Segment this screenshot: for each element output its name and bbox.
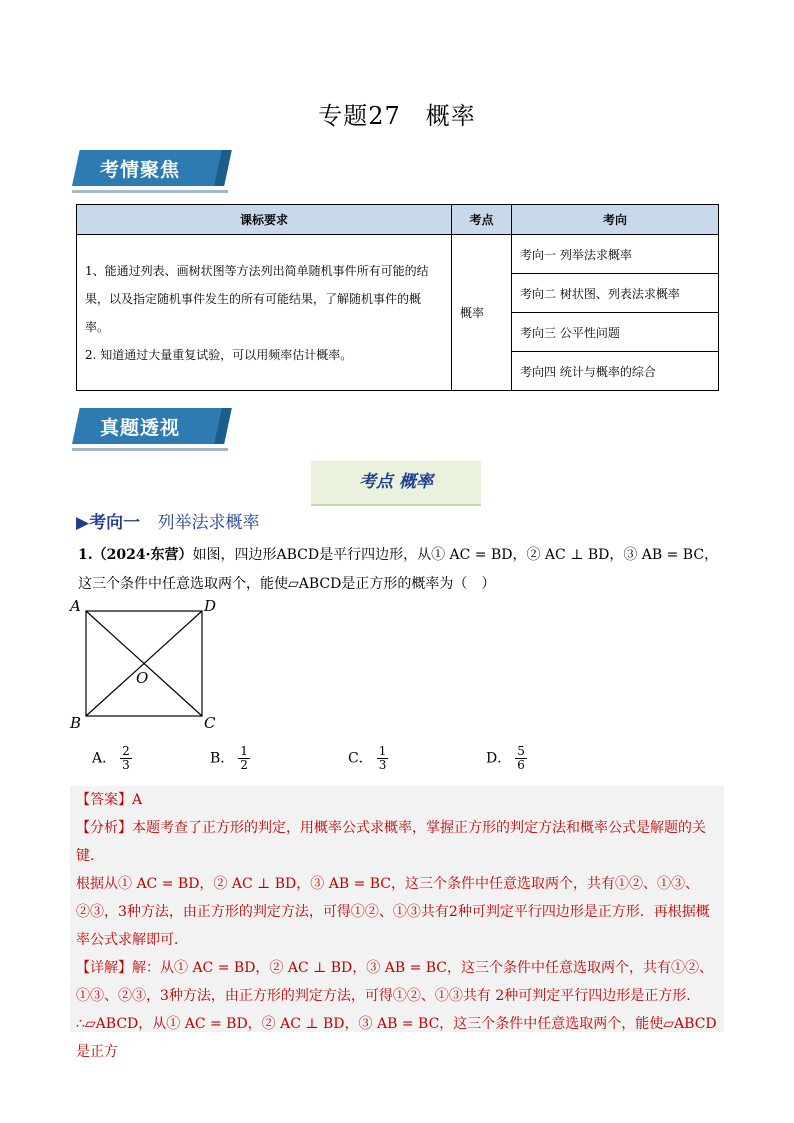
answer-block (70, 786, 724, 1060)
vertex-label-d: D (204, 597, 217, 615)
page-title: 专题27 概率 (318, 102, 476, 130)
topic-box (311, 461, 481, 506)
answer-value: A (132, 792, 143, 808)
answer-line (70, 786, 724, 814)
question-source: 1.（2024·东营） (78, 547, 193, 563)
option-label: B． (210, 750, 235, 767)
direction-cell: 考向四 统计与概率的综合 (512, 352, 719, 391)
denominator: 6 (517, 758, 525, 772)
numerator: 1 (378, 744, 387, 758)
option-label: A． (92, 750, 117, 767)
option-b[interactable] (210, 745, 250, 772)
numerator: 5 (517, 744, 525, 758)
vertex-label-a: A (70, 597, 81, 615)
denominator: 2 (240, 758, 248, 772)
analysis-text: 本题考查了正方形的判定，用概率公式求概率，掌握正方形的判定方法和概率公式是解题的关键． (76, 820, 706, 864)
option-label: C． (348, 750, 373, 767)
vertex-label-c: C (204, 714, 216, 732)
direction-marker: ▶考向一 (76, 513, 141, 533)
numerator: 2 (122, 744, 130, 758)
detail-text: 解：从① AC = BD，② AC ⊥ BD，③ AB = BC，这三个条件中任意选取两个，共有①②、①③、②③，3种方法，由正方形的判定方法，可得①②、①③共有 2种可判定平行四边形是正方形． (76, 960, 714, 1004)
detail-line (70, 954, 724, 1010)
question-body: 如图，四边形ABCD是平行四边形，从① AC = BD，② AC ⊥ BD，③ AB = BC，这三个条件中任意选取两个，能使▱ABCD是正方形的概率为（ ） (78, 547, 719, 592)
analysis-tag: 【分析】 (76, 820, 132, 836)
numerator: 1 (240, 744, 248, 758)
fraction (377, 745, 389, 772)
table-header: 考点 (452, 205, 512, 235)
table-header: 课标要求 (77, 205, 452, 235)
vertex-label-b: B (70, 714, 82, 732)
requirement-item: 1、能通过列表、画树状图等方法列出简单随机事件所有可能的结果，以及指定随机事件发生的所有可能结果，了解随机事件的概率。 (85, 263, 429, 334)
denominator: 3 (122, 758, 130, 772)
denominator: 3 (378, 758, 387, 772)
option-d[interactable] (486, 745, 527, 772)
option-label: D． (486, 750, 512, 767)
requirement-item: 2. 知道通过大量重复试验，可以用频率估计概率。 (85, 347, 353, 362)
direction-heading (76, 508, 259, 533)
question-text (78, 541, 726, 599)
point-cell: 概率 (452, 235, 512, 391)
analysis-line (70, 814, 724, 870)
direction-title: 列举法求概率 (157, 513, 260, 533)
fraction (515, 745, 527, 772)
fraction (120, 745, 132, 772)
option-a[interactable] (92, 745, 132, 772)
direction-cell: 考向一 列举法求概率 (512, 235, 719, 274)
direction-cell: 考向二 树状图、列表法求概率 (512, 274, 719, 313)
answer-tag: 【答案】 (76, 792, 132, 808)
center-label-o: O (136, 669, 149, 687)
fraction (238, 745, 250, 772)
detail-continuation: ∴▱ABCD，从① AC = BD，② AC ⊥ BD，③ AB = BC，这三个条件中任意选取两个，能使▱ABCD是正方 (76, 1016, 717, 1060)
option-c[interactable] (348, 745, 388, 772)
section-banner-label: 考情聚焦 (100, 159, 181, 181)
square-figure (68, 596, 228, 734)
analysis-detail: 根据从① AC = BD，② AC ⊥ BD，③ AB = BC，这三个条件中任意选取两个，共有①②、①③、②③，3种方法，由正方形的判定方法，可得①②、①③共有2种可判定平行四边形是正方形．再根据概率公式求解即可． (76, 876, 710, 948)
table-header-row (77, 205, 719, 235)
requirements-table (76, 204, 719, 391)
section-banner-exam (72, 408, 232, 452)
table-row (77, 235, 719, 274)
requirements-cell (77, 235, 452, 391)
section-banner-focus (72, 150, 232, 194)
section-banner-label: 真题透视 (100, 417, 181, 439)
direction-cell: 考向三 公平性问题 (512, 313, 719, 352)
detail-tag: 【详解】 (76, 960, 132, 976)
table-header: 考向 (512, 205, 719, 235)
topic-label: 考点 概率 (359, 472, 433, 492)
